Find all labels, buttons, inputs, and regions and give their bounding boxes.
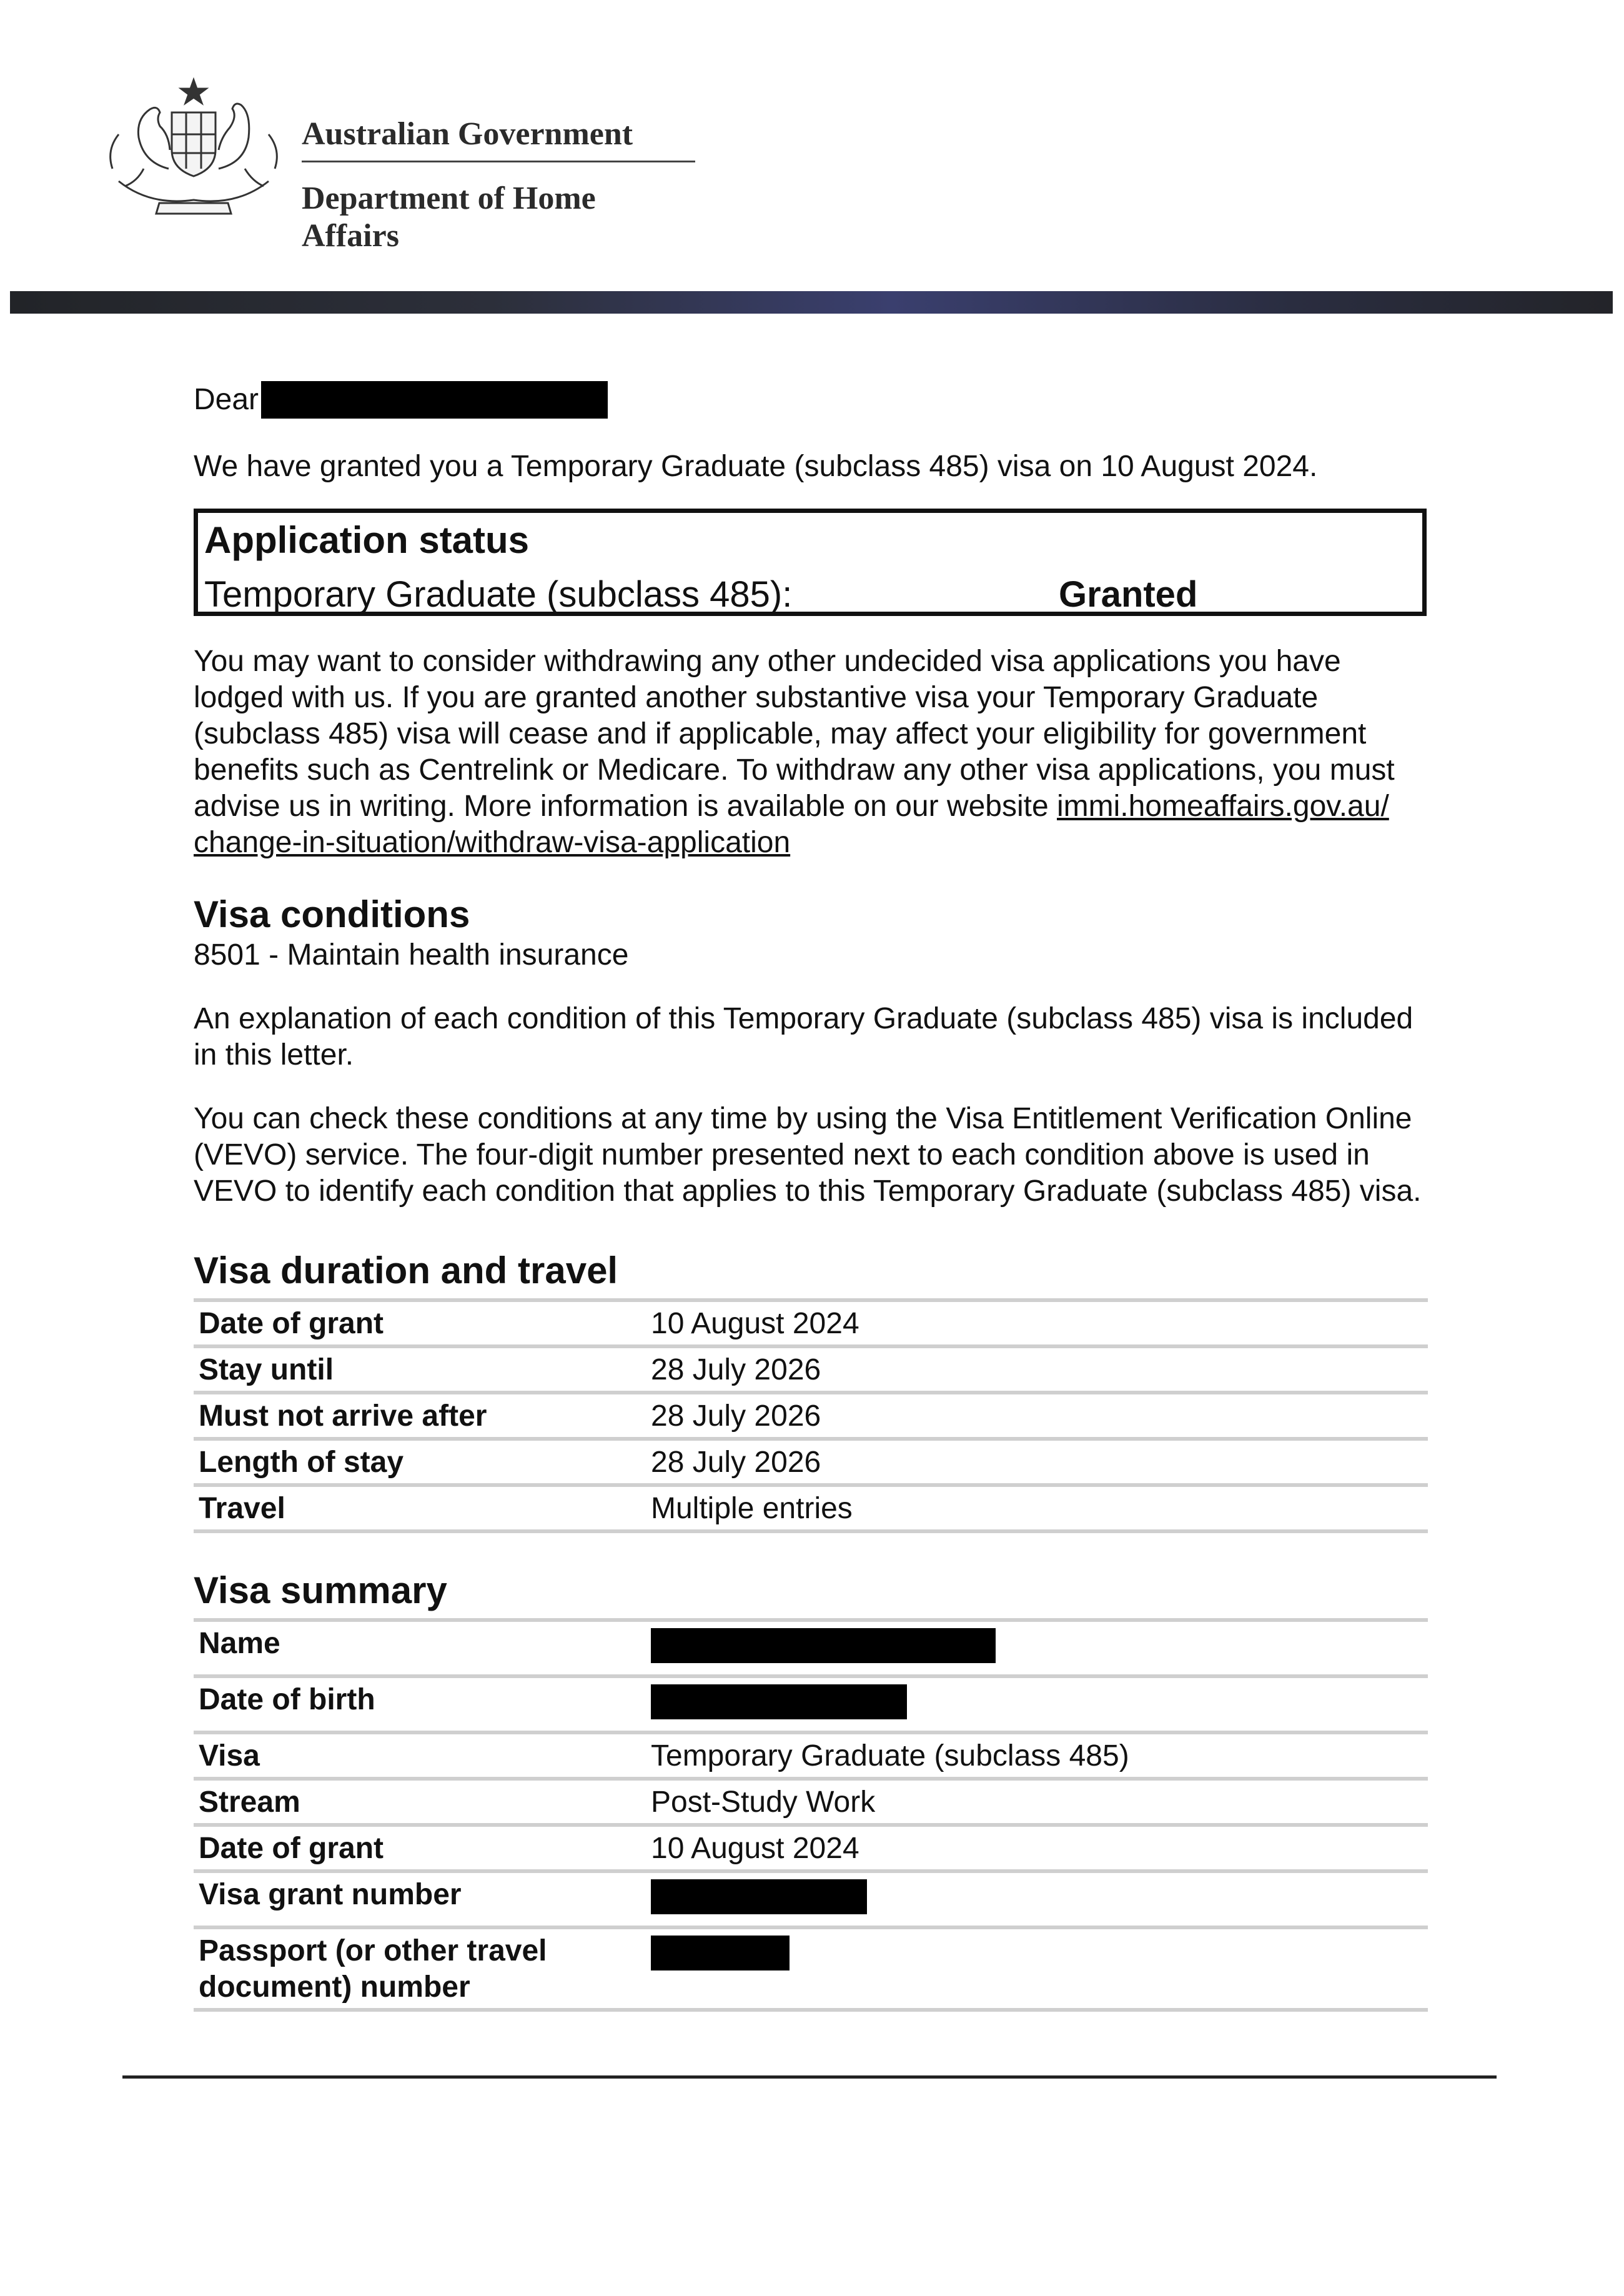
summary-heading: Visa summary	[194, 1569, 447, 1611]
row-label: Date of birth	[199, 1683, 375, 1716]
row-value	[651, 1929, 1428, 1982]
withdraw-link[interactable]: immi.homeaffairs.gov.au/ change-in-situation/withdraw-visa-application	[194, 790, 1389, 859]
row-value	[651, 1873, 1428, 1926]
status-title: Application status	[204, 519, 530, 561]
duration-table	[194, 1298, 1428, 1533]
row-label: Stay until	[199, 1353, 334, 1386]
salutation	[194, 381, 1430, 419]
vevo-paragraph: You can check these conditions at any time by using the Visa Entitlement Verification Online (VEVO) service. The four-digit number presented next to each condition above is used in VEVO to identify each condition that applies to this Temporary Graduate (subclass 485) visa.	[194, 1102, 1422, 1208]
row-value	[651, 1622, 1428, 1674]
table-row	[194, 1678, 1428, 1734]
status-visa-label: Temporary Graduate (subclass 485):	[204, 574, 793, 615]
grant-intro: We have granted you a Temporary Graduate (subclass 485) visa on 10 August 2024.	[194, 450, 1318, 483]
row-label: Stream	[199, 1786, 300, 1819]
redacted-name	[651, 1628, 996, 1663]
row-value: Multiple entries	[651, 1492, 853, 1525]
table-row	[194, 1781, 1428, 1827]
table-row	[194, 1929, 1428, 2012]
table-row	[194, 1734, 1428, 1781]
row-value: Temporary Graduate (subclass 485)	[651, 1739, 1129, 1772]
withdraw-paragraph	[194, 644, 1430, 861]
header-banner	[10, 291, 1613, 314]
row-label: Must not arrive after	[199, 1399, 487, 1433]
conditions-explanation: An explanation of each condition of this Temporary Graduate (subclass 485) visa is included in this letter.	[194, 1002, 1414, 1071]
application-status-box	[194, 509, 1427, 616]
salutation-text: Dear	[194, 383, 259, 416]
row-label: Visa grant number	[199, 1878, 462, 1911]
row-label: Length of stay	[199, 1446, 404, 1479]
agency-divider	[302, 161, 695, 162]
status-value: Granted	[1059, 574, 1198, 615]
row-label: Name	[199, 1627, 280, 1660]
table-row	[194, 1827, 1428, 1873]
row-label: Date of grant	[199, 1307, 384, 1340]
summary-table	[194, 1618, 1428, 2012]
table-row	[194, 1622, 1428, 1678]
department-name: Department of Home Affairs	[302, 181, 596, 254]
table-row	[194, 1873, 1428, 1929]
redacted-recipient-name	[261, 381, 608, 419]
redacted-date-of-birth	[651, 1684, 907, 1719]
table-row	[194, 1441, 1428, 1487]
government-name: Australian Government	[302, 116, 633, 152]
condition-item: 8501 - Maintain health insurance	[194, 938, 629, 972]
redacted-passport-number	[651, 1936, 790, 1970]
row-label: Passport (or other travel document) number	[199, 1934, 547, 2004]
row-value: 28 July 2026	[651, 1353, 821, 1386]
coat-of-arms-icon	[100, 75, 287, 225]
table-row	[194, 1394, 1428, 1441]
row-value	[651, 1678, 1428, 1731]
row-value: 10 August 2024	[651, 1307, 859, 1340]
footer-divider	[122, 2075, 1497, 2079]
row-label: Date of grant	[199, 1832, 384, 1865]
redacted-grant-number	[651, 1879, 867, 1914]
row-label: Travel	[199, 1492, 285, 1525]
letter-body	[194, 381, 1430, 2012]
duration-heading: Visa duration and travel	[194, 1250, 618, 1291]
agency-block	[302, 116, 695, 255]
row-value: Post-Study Work	[651, 1786, 876, 1819]
row-value: 28 July 2026	[651, 1399, 821, 1433]
table-row	[194, 1487, 1428, 1533]
table-row	[194, 1348, 1428, 1394]
table-row	[194, 1302, 1428, 1348]
row-label: Visa	[199, 1739, 260, 1772]
row-value: 28 July 2026	[651, 1446, 821, 1479]
withdraw-text: You may want to consider withdrawing any other undecided visa applications you have lodged with us. If you are granted another substantive visa your Temporary Graduate (subclass 485) visa will cease and if applicable, may affect your eligibility for government benefits such as Centrelink or Medicare. To withdraw any other visa applications, you must advise us in writing. More information is available on our website	[194, 645, 1395, 823]
conditions-heading: Visa conditions	[194, 893, 470, 935]
row-value: 10 August 2024	[651, 1832, 859, 1865]
